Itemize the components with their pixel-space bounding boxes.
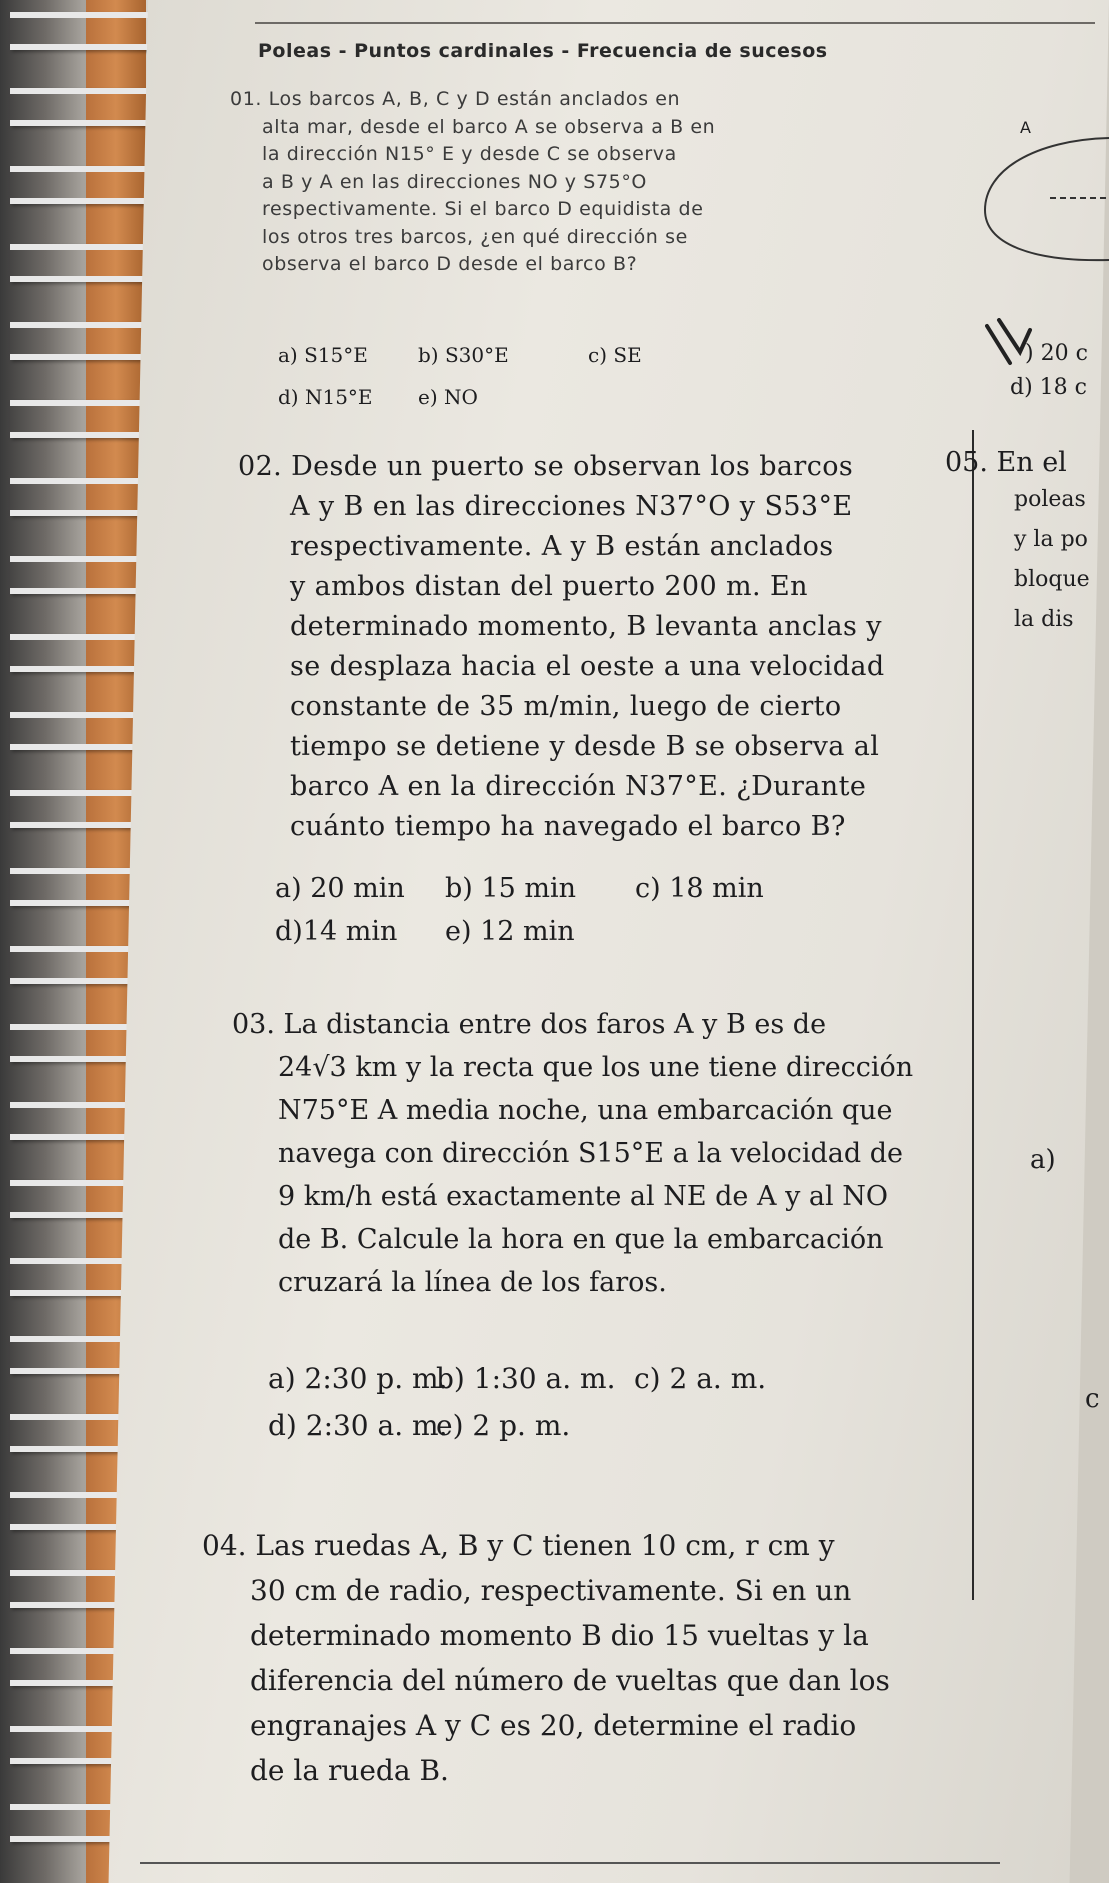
question-line: de B. Calcule la hora en que la embarcación (278, 1224, 884, 1255)
question-line: barco A en la dirección N37°E. ¿Durante (290, 771, 867, 802)
question-line: 04. Las ruedas A, B y C tienen 10 cm, r cm y (202, 1529, 835, 1562)
question-line: se desplaza hacia el oeste a una velocidad (290, 651, 885, 682)
side-answer-2: d) 18 c (1010, 375, 1087, 400)
circle-figure (975, 130, 1109, 270)
question-line: 01. Los barcos A, B, C y D están anclados en (230, 88, 681, 110)
option-d: d) N15°E (278, 385, 373, 409)
option-e: e) 2 p. m. (436, 1409, 571, 1442)
question-line: tiempo se detiene y desde B se observa al (290, 731, 880, 762)
question-line: la dirección N15° E y desde C se observa (262, 143, 677, 165)
option-e: e) NO (418, 385, 478, 409)
option-c: c) 18 min (635, 873, 764, 904)
question-line: la dis (1014, 607, 1074, 632)
option-c: c) SE (588, 343, 642, 367)
option-a: a) 2:30 p. m. (268, 1362, 448, 1395)
options-03 (268, 1362, 794, 1442)
question-line: cruzará la línea de los faros. (278, 1267, 667, 1298)
question-line: 24√3 km y la recta que los une tiene dirección (278, 1052, 914, 1083)
options-01 (278, 343, 728, 409)
question-line: a B y A en las direcciones NO y S75°O (262, 170, 647, 193)
binding-ring (10, 12, 166, 50)
question-03 (232, 1003, 913, 1304)
header-rule (255, 22, 1095, 24)
footer-rule (140, 1862, 1000, 1864)
question-line: respectivamente. Si el barco D equidista de (262, 198, 704, 220)
question-line: y ambos distan del puerto 200 m. En (290, 571, 808, 602)
question-line: navega con dirección S15°E a la velocidad de (278, 1138, 903, 1169)
question-line: respectivamente. A y B están anclados (290, 531, 834, 562)
question-line: 30 cm de radio, respectivamente. Si en un (250, 1574, 852, 1607)
side-answer-1: ) 20 c (1025, 341, 1088, 366)
question-line: observa el barco D desde el barco B? (262, 253, 638, 275)
side-option-c: c (1085, 1384, 1100, 1414)
question-line: bloque (1014, 567, 1090, 592)
binding-ring (10, 88, 166, 126)
question-line: N75°E A media noche, una embarcación que (278, 1095, 893, 1126)
options-02 (275, 873, 795, 947)
question-05-start: 05. En el (945, 447, 1067, 478)
side-option-a: a) (1030, 1145, 1056, 1175)
question-04 (202, 1523, 890, 1793)
option-e: e) 12 min (445, 916, 575, 947)
question-line: determinado momento B dio 15 vueltas y la (250, 1619, 869, 1652)
column-divider (972, 430, 974, 1600)
option-b: b) 15 min (445, 873, 576, 904)
option-b: b) 1:30 a. m. (436, 1362, 616, 1395)
question-05-lines (1014, 480, 1090, 640)
option-d: d)14 min (275, 916, 398, 947)
question-line: cuánto tiempo ha navegado el barco B? (290, 811, 846, 842)
question-line: determinado momento, B levanta anclas y (290, 611, 882, 642)
question-line: de la rueda B. (250, 1754, 449, 1787)
question-line: y la po (1014, 527, 1088, 552)
question-line: los otros tres barcos, ¿en qué dirección se (262, 225, 688, 248)
question-line: 03. La distancia entre dos faros A y B es de (232, 1009, 827, 1040)
question-01 (230, 86, 715, 279)
figure-label-a: A (1020, 118, 1031, 137)
option-a: a) 20 min (275, 873, 405, 904)
option-b: b) S30°E (418, 343, 509, 367)
question-02 (238, 447, 885, 847)
option-d: d) 2:30 a. m. (268, 1409, 448, 1442)
option-a: a) S15°E (278, 343, 368, 367)
question-line: alta mar, desde el barco A se observa a B en (262, 115, 716, 138)
question-line: constante de 35 m/min, luego de cierto (290, 691, 842, 722)
question-line: 9 km/h está exactamente al NE de A y al NO (278, 1181, 888, 1212)
page-title: Poleas - Puntos cardinales - Frecuencia de sucesos (258, 40, 828, 62)
option-c: c) 2 a. m. (634, 1362, 767, 1395)
question-line: 02. Desde un puerto se observan los barcos (238, 451, 854, 482)
question-line: diferencia del número de vueltas que dan los (250, 1664, 890, 1697)
question-line: poleas (1014, 487, 1086, 512)
question-line: engranajes A y C es 20, determine el radio (250, 1709, 857, 1742)
binding-ring (10, 166, 166, 204)
question-line: A y B en las direcciones N37°O y S53°E (290, 491, 853, 522)
